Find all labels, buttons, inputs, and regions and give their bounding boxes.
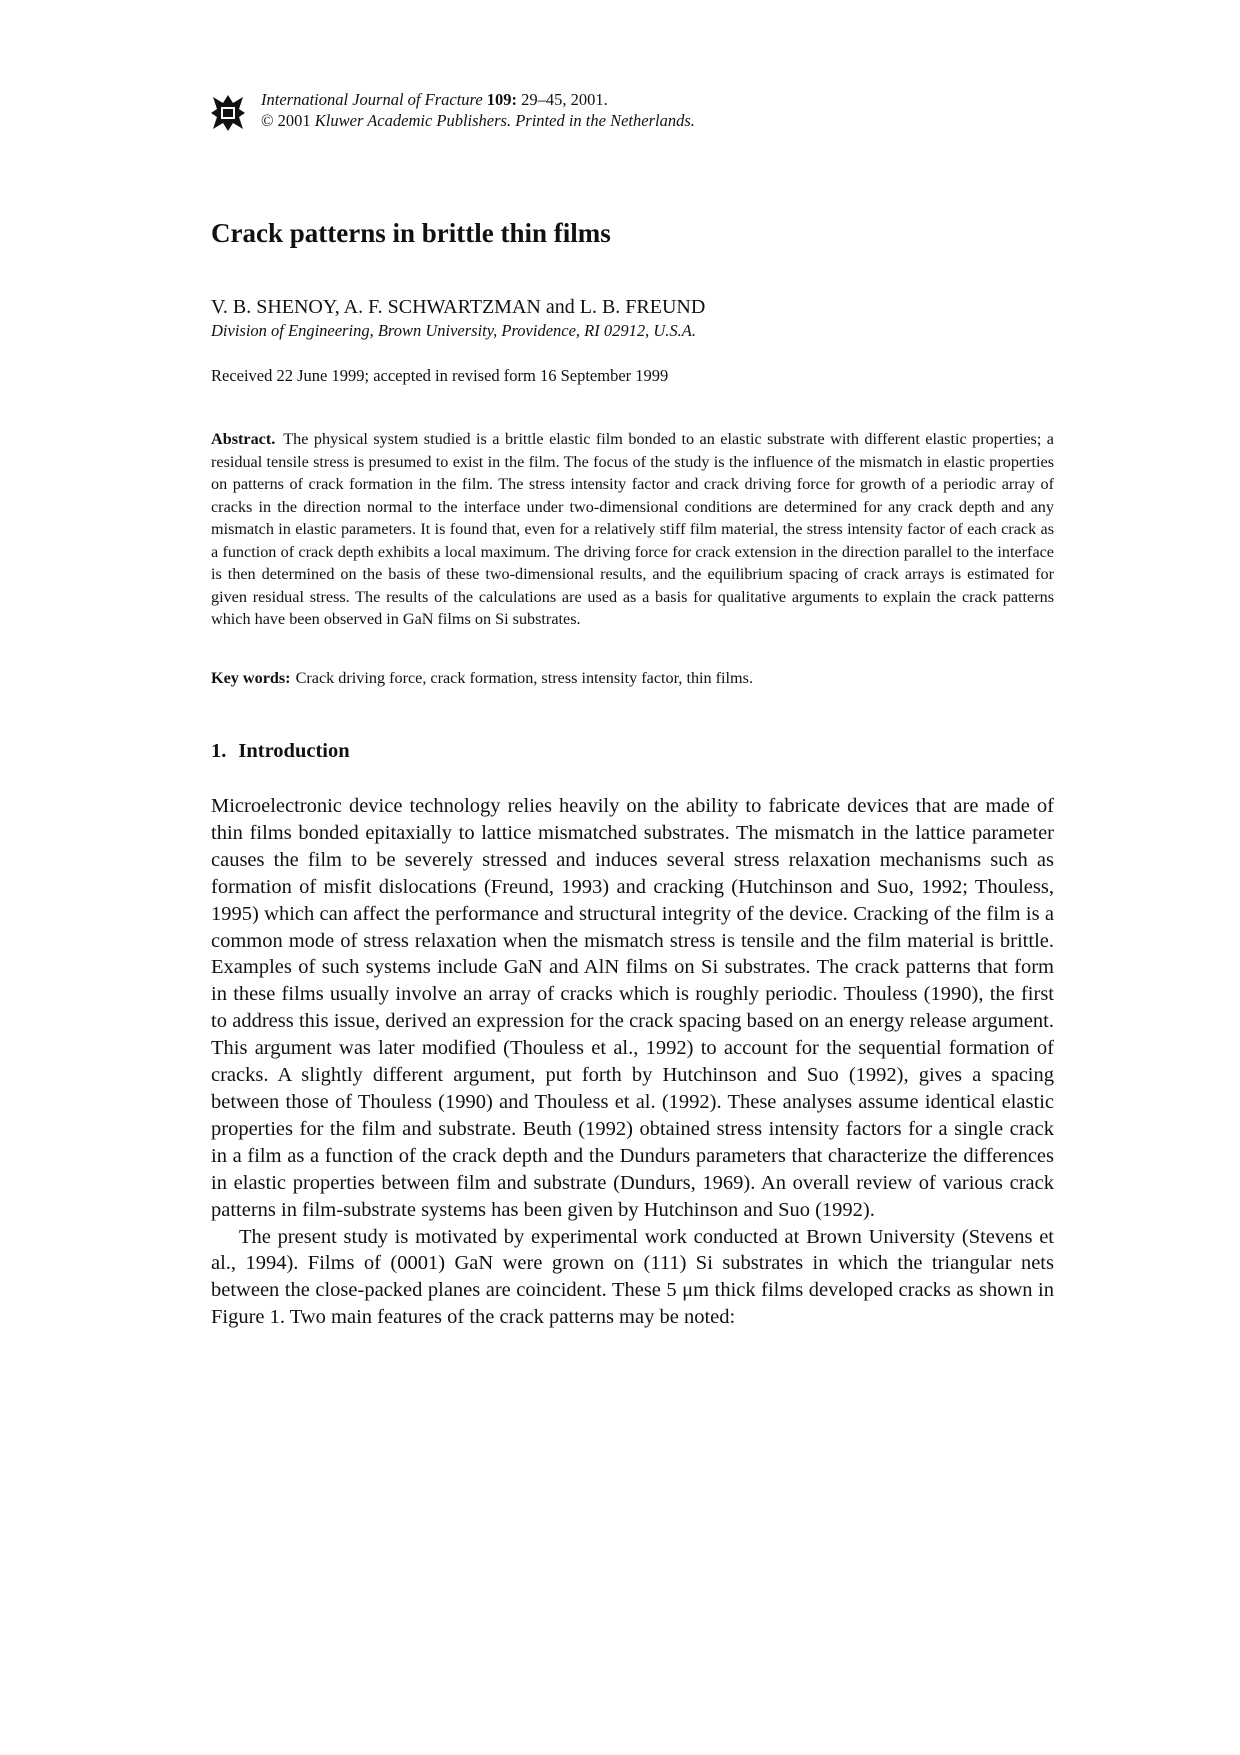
journal-header [211, 89, 911, 133]
copyright-line [261, 110, 695, 131]
section-heading-introduction [211, 740, 350, 763]
journal-citation-line [261, 89, 695, 110]
copyright-year: © 2001 [261, 111, 311, 130]
section-number: 1. [211, 740, 227, 762]
journal-name: International Journal of Fracture [261, 90, 483, 109]
abstract-label: Abstract. [211, 430, 276, 448]
section-title: Introduction [238, 740, 350, 762]
introduction-body [211, 793, 1054, 1331]
abstract-text: The physical system studied is a brittle elastic film bonded to an elastic substrate with different elastic properties; a residual tensile stress is presumed to exist in the film. The focus of the study is the influence of the mismatch in elastic properties on patterns of crack formation in the film. The stress intensity factor and crack driving force for growth of a periodic array of cracks in the direction normal to the interface under two-dimensional conditions are determined for any crack depth and any mismatch in elastic parameters. It is found that, even for a relatively stiff film material, the stress intensity factor of each crack as a function of crack depth exhibits a local maximum. The driving force for crack extension in the direction parallel to the interface is then determined on the basis of these two-dimensional results, and the equilibrium spacing of crack arrays is estimated for given residual stress. The results of the calculations are used as a basis for qualitative arguments to explain the crack patterns which have been observed in GaN films on Si substrates. [211, 430, 1054, 628]
publisher-line: Kluwer Academic Publishers. Printed in the Netherlands. [314, 111, 695, 130]
received-dates: Received 22 June 1999; accepted in revised form 16 September 1999 [211, 366, 669, 385]
body-paragraph: The present study is motivated by experimental work conducted at Brown University (Stevens et al., 1994). Films of (0001) GaN were grown on (111) Si substrates in which the triangular nets between the close-packed planes are coincident. These 5 μm thick films developed cracks as shown in Figure 1. Two main features of the crack patterns may be noted: [211, 1225, 1054, 1329]
article-authors: V. B. SHENOY, A. F. SCHWARTZMAN and L. B. FREUND [211, 296, 706, 318]
journal-volume: 109: [486, 90, 518, 109]
keywords [211, 669, 1054, 688]
journal-pages-year: 29–45, 2001. [521, 90, 608, 109]
kluwer-logo-icon [211, 93, 245, 133]
keywords-label: Key words: [211, 669, 291, 687]
author-affiliation: Division of Engineering, Brown University, Providence, RI 02912, U.S.A. [211, 321, 696, 340]
body-paragraph: Microelectronic device technology relies heavily on the ability to fabricate devices that are made of thin films bonded epitaxially to lattice mismatched substrates. The mismatch in the lattice parameter causes the film to be severely stressed and induces several stress relaxation mechanisms such as formation of misfit dislocations (Freund, 1993) and cracking (Hutchinson and Suo, 1992; Thouless, 1995) which can affect the performance and structural integrity of the device. Cracking of the film is a common mode of stress relaxation when the mismatch stress is tensile and the film material is brittle. Examples of such systems include GaN and AlN films on Si substrates. The crack patterns that form in these films usually involve an array of cracks which is roughly periodic. Thouless (1990), the first to address this issue, derived an expression for the crack spacing based on an energy release argument. This argument was later modified (Thouless et al., 1992) to account for the sequential formation of cracks. A slightly different argument, put forth by Hutchinson and Suo (1992), gives a spacing between those of Thouless (1990) and Thouless et al. (1992). These analyses assume identical elastic properties for the film and substrate. Beuth (1992) obtained stress intensity factors for a single crack in a film as a function of the crack depth and the Dundurs parameters that characterize the differences in elastic properties between film and substrate (Dundurs, 1969). An overall review of various crack patterns in film-substrate systems has been given by Hutchinson and Suo (1992). [211, 795, 1054, 1221]
article-title: Crack patterns in brittle thin films [211, 218, 611, 248]
abstract [211, 428, 1054, 631]
keywords-text: Crack driving force, crack formation, stress intensity factor, thin films. [295, 669, 753, 687]
